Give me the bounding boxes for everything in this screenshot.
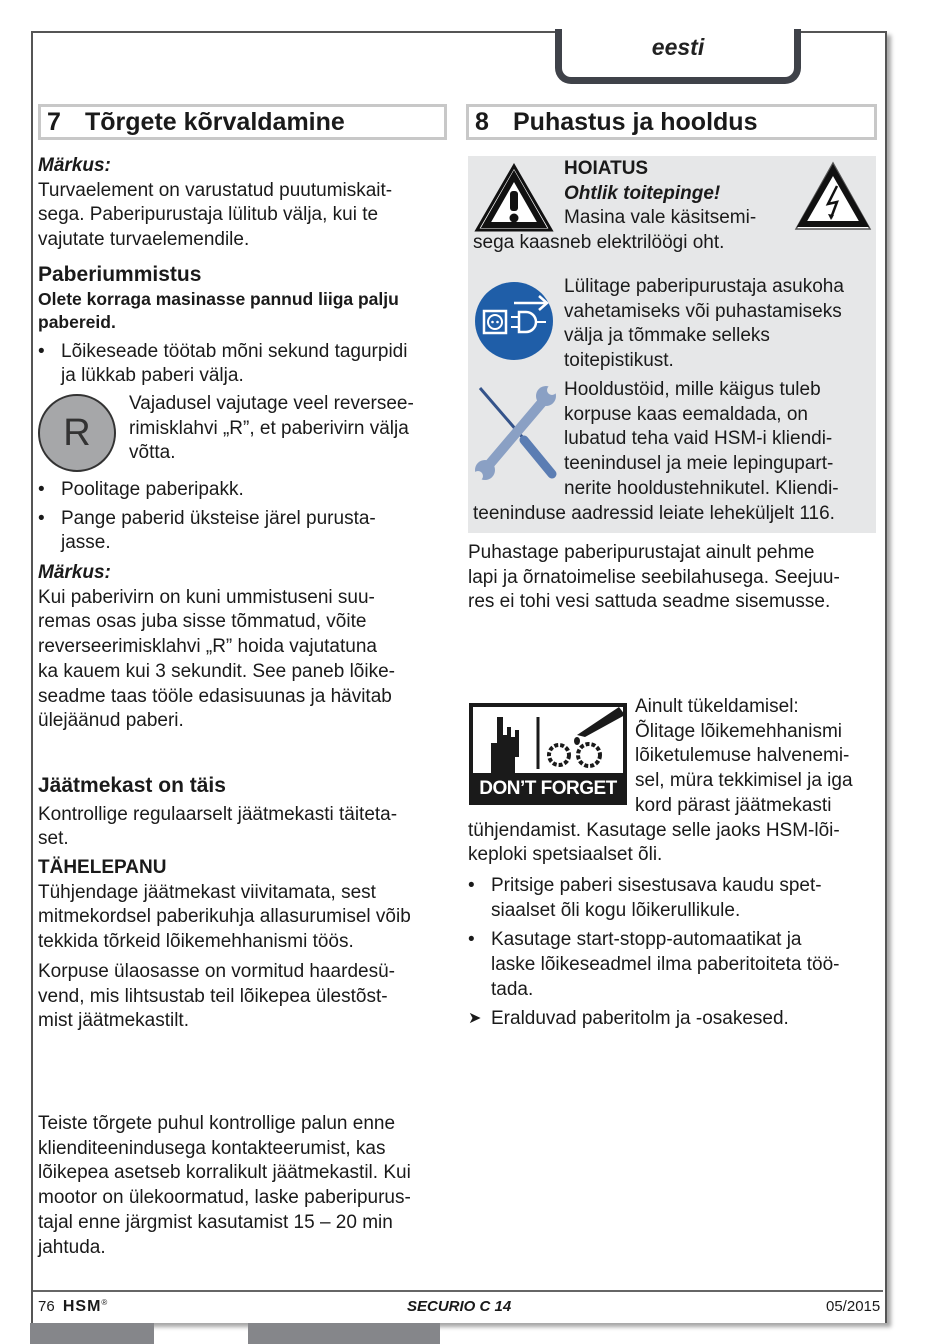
- text-line: set.: [38, 828, 69, 850]
- list-item: [468, 874, 878, 923]
- text-line: rimisklahvi „R”, et paberivirn välja: [129, 417, 409, 439]
- text-line: lapi ja õrnatoimelise seebilahusega. Seejuu-: [468, 566, 840, 588]
- language-label: eesti: [651, 34, 705, 60]
- warning-label: HOIATUS: [564, 158, 649, 179]
- list-item: [38, 340, 453, 389]
- section-number: 7: [47, 108, 61, 136]
- caution-label: TÄHELEPANU: [38, 857, 167, 879]
- note-text-line: seadme taas tööle edasisuunas ja hävitab: [38, 685, 392, 707]
- thumb-bar: [30, 1323, 154, 1344]
- text-line: vend, mis lihtsustab teil lõikepea ülestõst-: [38, 985, 388, 1007]
- jam-heading: Paberiummistus: [38, 262, 202, 286]
- list-item-line: laske lõikeseadmel ilma paberitoiteta töö-: [491, 954, 840, 976]
- list-item: [38, 478, 453, 503]
- unplug-text: [564, 275, 874, 374]
- list-item-line: ja lükkab paberi välja.: [61, 365, 244, 387]
- text-line: keploki spetsiaalset õli.: [468, 844, 663, 866]
- section-heading-8: [466, 104, 877, 140]
- list-item-line: • Poolitage paberipakk.: [61, 478, 244, 500]
- section-heading-7: [38, 104, 447, 140]
- bin-heading: Jäätmekast on täis: [38, 773, 226, 797]
- unplug-mandatory-icon: [474, 281, 554, 361]
- list-item-line: • Lõikeseade töötab mõni sekund tagurpidi: [61, 340, 408, 362]
- text-line: mist jäätmekastilt.: [38, 1010, 189, 1032]
- note-text-line: ülejäänud paberi.: [38, 710, 184, 732]
- footer-divider: [33, 1290, 883, 1292]
- text-line: tekkida tõrkeid lõikemehhanismi töös.: [38, 931, 354, 953]
- section-number: 8: [475, 108, 489, 136]
- text-line: jahtuda.: [38, 1236, 106, 1258]
- footer-date: 05/2015: [826, 1298, 881, 1315]
- text-line: mootor on ülekoormatud, laske paberipurus-: [38, 1187, 411, 1209]
- result-text: Eralduvad paberitolm ja -osakesed.: [491, 1008, 789, 1030]
- reverse-key-block: [38, 392, 453, 470]
- list-item-line: • Pange paberid üksteise järel purusta-: [61, 507, 376, 529]
- other-faults-paragraph: [38, 1112, 453, 1260]
- list-item-line: • Pritsige paberi sisestusava kaudu spet-: [491, 874, 822, 896]
- note-text-line: ka kauem kui 3 sekundit. See paneb lõike-: [38, 660, 395, 682]
- text-line: Ainult tükeldamisel:: [635, 696, 799, 717]
- text-line: sega kaasneb elektrilöögi oht.: [473, 232, 725, 254]
- text-line: mitmekordsel paberikuhja allasurumisel võib: [38, 906, 411, 928]
- note-text-line: reverseerimisklahvi „R” hoida vajutatuna: [38, 636, 377, 658]
- text-line: Masina vale käsitsemi-: [564, 207, 757, 229]
- page-number: 76: [38, 1298, 55, 1315]
- text-line: teenindusel ja meie lepingupart-: [564, 453, 834, 475]
- text-line: res ei tohi vesi sattuda seadme sisemusse.: [468, 591, 831, 613]
- left-column: [38, 154, 453, 1034]
- text-line: korpuse kaas eemaldada, on: [564, 403, 808, 425]
- text-line: lõikepea asetseb korralikult jäätmekastil. Kui: [38, 1162, 411, 1184]
- service-text: [473, 378, 878, 526]
- text-line: tajal enne järgmist kasutamist 15 – 20 min: [38, 1211, 393, 1233]
- text-line: Kontrollige regulaarselt jäätmekasti täiteta-: [38, 803, 398, 825]
- result-arrow-icon: ➤: [468, 1010, 482, 1028]
- list-item-line: • Kasutage start-stopp-automaatikat ja: [491, 929, 802, 951]
- text-line: Õlitage lõikemehhanismi: [635, 720, 842, 742]
- text-line: Korpuse ülaosasse on vormitud haardesü-: [38, 960, 395, 982]
- warning-subtitle: Ohtlik toitepinge!: [564, 182, 721, 204]
- warning-text: [473, 157, 873, 256]
- text-line: Teiste tõrgete puhul kontrollige palun enne: [38, 1113, 396, 1134]
- note-text-line: Kui paberivirn on kuni ummistuseni suu-: [38, 586, 375, 608]
- text-line: vahetamiseks või puhastamiseks: [564, 300, 842, 322]
- oil-paragraph: [468, 695, 878, 1032]
- list-item-line: tada.: [491, 978, 534, 1000]
- text-line: võtta.: [129, 442, 176, 464]
- note-text-line: sega. Paberipurustaja lülitub välja, kui te: [38, 204, 379, 226]
- note-label: Märkus:: [38, 155, 111, 176]
- text-line: sel, müra tekkimisel ja iga: [635, 770, 853, 792]
- text-line: klienditeenindusega kontakteerumist, kas: [38, 1137, 386, 1159]
- list-item: [38, 507, 453, 556]
- text-line: Tühjendage jäätmekast viivitamata, sest: [38, 881, 376, 903]
- result-item: [468, 1007, 878, 1032]
- reverse-r-button-icon: R: [38, 394, 116, 472]
- hsm-logo: HSM: [62, 1298, 102, 1315]
- text-line: Vajadusel vajutage veel reversee-: [129, 392, 414, 414]
- text-line: Lülitage paberipurustaja asukoha: [564, 276, 844, 297]
- section-title: Puhastus ja hooldus: [513, 108, 758, 136]
- language-tab: [555, 29, 801, 84]
- jam-cause-line: Olete korraga masinasse pannud liiga palju: [38, 288, 399, 309]
- note-text-line: vajutate turvaelemendile.: [38, 229, 250, 251]
- text-line: tühjendamist. Kasutage selle jaoks HSM-lõi-: [468, 819, 840, 841]
- model-name: SECURIO C 14: [407, 1298, 512, 1315]
- text-line: toitepistikust.: [564, 350, 674, 372]
- registered-mark: ®: [101, 1298, 108, 1307]
- note-label: Märkus:: [38, 562, 111, 584]
- thumb-bar: [248, 1323, 440, 1344]
- text-line: kord pärast jäätmekasti: [635, 794, 832, 816]
- note-text-line: remas osas juba sisse tõmmatud, võite: [38, 611, 367, 633]
- dont-forget-label: DON’T FORGET: [479, 778, 617, 799]
- list-item-line: jasse.: [61, 532, 111, 554]
- text-line: Hooldustöid, mille käigus tuleb: [564, 379, 821, 400]
- text-line: lubatud teha vaid HSM-i kliendi-: [564, 428, 833, 450]
- footer-left: [38, 1298, 107, 1316]
- text-line: välja ja tõmmake selleks: [564, 325, 770, 347]
- jam-cause-line: pabereid.: [38, 311, 116, 332]
- cleaning-paragraph: [468, 541, 878, 615]
- section-title: Tõrgete kõrvaldamine: [85, 108, 345, 136]
- reverse-key-text: [129, 392, 414, 466]
- note-text-line: Turvaelement on varustatud puutumiskait-: [38, 179, 393, 201]
- text-line: nerite hooldustehnikutel. Kliendi-: [564, 477, 839, 499]
- list-item: [468, 928, 878, 1002]
- text-line: lõiketulemuse halvenemi-: [635, 745, 850, 767]
- list-item-line: siaalset õli kogu lõikerullikule.: [491, 899, 741, 921]
- text-line: teeninduse aadressid leiate leheküljelt 116.: [473, 502, 835, 524]
- text-line: Puhastage paberipurustajat ainult pehme: [468, 542, 815, 563]
